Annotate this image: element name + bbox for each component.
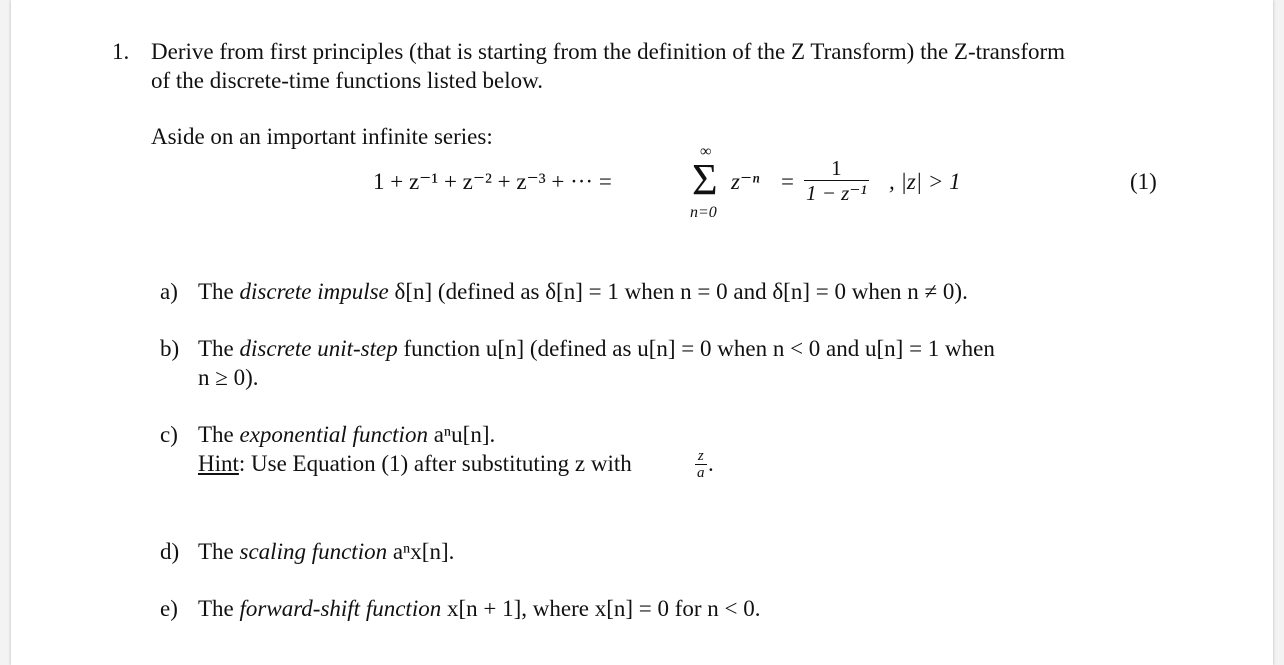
- item-a-text: The discrete impulse δ[n] (defined as δ[n] = 1 when n = 0 and δ[n] = 0 when n ≠ 0).: [198, 279, 968, 304]
- series-fraction: [804, 156, 869, 205]
- summation-symbol: Σ: [692, 155, 718, 204]
- sum-term: z⁻ⁿ: [731, 169, 760, 194]
- problem-number: 1.: [112, 39, 130, 64]
- item-b-label: b): [160, 336, 180, 361]
- hint-period: .: [708, 451, 714, 476]
- item-c-text: The exponential function aⁿu[n].: [198, 422, 496, 447]
- item-c-label: c): [160, 422, 178, 447]
- problem-line-2: of the discrete-time functions listed below.: [151, 68, 543, 93]
- convergence-condition: , |z| > 1: [889, 169, 961, 194]
- equation-lhs: 1 + z⁻¹ + z⁻² + z⁻³ + ··· =: [373, 169, 612, 194]
- problem-line-1: Derive from first principles (that is starting from the definition of the Z Transform) the Z-transform: [151, 39, 1066, 64]
- item-a-label: a): [160, 279, 178, 304]
- item-c-hint: Hint: Use Equation (1) after substituting z with: [198, 451, 632, 476]
- aside-heading: Aside on an important infinite series:: [151, 124, 493, 149]
- hint-label: Hint: [198, 451, 239, 476]
- item-e-text: The forward-shift function x[n + 1], where x[n] = 0 for n < 0.: [198, 596, 761, 621]
- fraction-denominator: 1 − z⁻¹: [806, 181, 867, 205]
- hint-fraction: $\frac{z}{a}$: [697, 448, 705, 481]
- item-b-text: The discrete unit-step function u[n] (defined as u[n] = 0 when n < 0 and u[n] = 1 when: [198, 336, 995, 361]
- item-b-text-cont: n ≥ 0).: [198, 365, 259, 390]
- equation-number: (1): [1130, 169, 1157, 194]
- equals-sign: =: [781, 169, 794, 194]
- document-page: [11, 0, 1273, 665]
- sum-upper-limit: ∞: [700, 143, 712, 160]
- sum-lower-limit: n=0: [690, 204, 717, 221]
- item-e-label: e): [160, 596, 178, 621]
- fraction-numerator: 1: [831, 156, 842, 180]
- item-d-label: d): [160, 539, 180, 564]
- item-d-text: The scaling function aⁿx[n].: [198, 539, 455, 564]
